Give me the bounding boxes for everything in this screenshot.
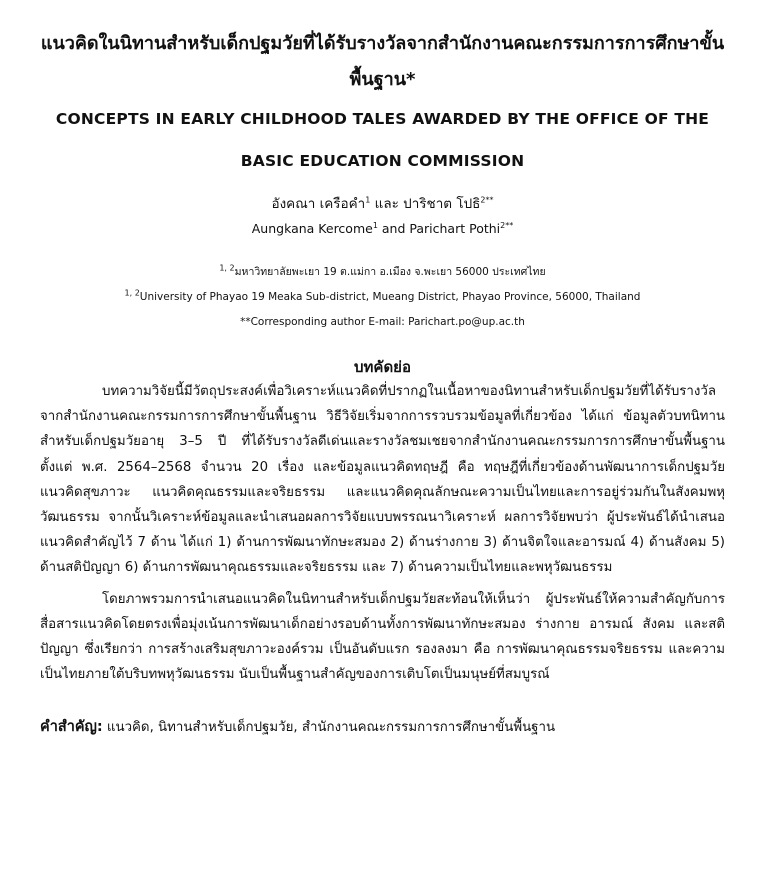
- authors-thai: [40, 192, 725, 216]
- abstract-body: [40, 379, 725, 687]
- keywords: [40, 715, 725, 740]
- abstract-heading: บทคัดย่อ: [354, 358, 411, 376]
- affiliation-thai-text: มหาวิทยาลัยพะเยา 19 ต.แม่กา อ.เมือง จ.พะเยา 56000 ประเทศไทย: [234, 266, 546, 278]
- author-2-name-english: Parichart Pothi: [409, 221, 501, 236]
- affiliation-english: [40, 285, 725, 310]
- author-1-name-thai: อังคณา เครือคำ: [271, 196, 366, 212]
- title-english-line-1: CONCEPTS IN EARLY CHILDHOOD TALES AWARDED BY THE OFFICE OF THE: [55, 110, 710, 128]
- author-2-superscript: 2**: [480, 195, 494, 205]
- authors-english: [40, 216, 725, 242]
- title-english-line-2: BASIC EDUCATION COMMISSION: [240, 152, 525, 170]
- author-1-superscript-en: 1: [372, 220, 378, 230]
- keywords-label: คำสำคัญ:: [40, 719, 103, 736]
- affiliation-thai-superscript: 1, 2: [219, 263, 235, 273]
- author-1-superscript: 1: [365, 195, 371, 205]
- affiliation-english-superscript: 1, 2: [124, 288, 140, 298]
- title-thai: แนวคิดในนิทานสำหรับเด็กปฐมวัยที่ได้รับรางวัลจากสำนักงานคณะกรรมการการศึกษาขั้นพื้นฐาน*: [40, 33, 725, 90]
- author-conjunction-english: and: [377, 221, 410, 236]
- affiliation-thai: [40, 260, 725, 285]
- abstract-paragraph-2: โดยภาพรวมการนำเสนอแนวคิดในนิทานสำหรับเด็กปฐมวัยสะท้อนให้เห็นว่า ผู้ประพันธ์ให้ความสำคัญกับการสื่อสารแนวคิดโดยตรงเพื่อมุ่งเน้นการพัฒนาเด็กอย่างรอบด้านทั้งการพัฒนาทักษะสมอง ร่างกาย อารมณ์ สังคม และสติปัญญา ซึ่งเรียกว่า การสร้างเสริมสุขภาวะองค์รวม เป็นอันดับแรก รองลงมา คือ การพัฒนาคุณธรรมจริยธรรม และความเป็นไทยภายใต้บริบทพหุวัฒนธรรม นับเป็นพื้นฐานสำคัญของการเติบโตเป็นมนุษย์ที่สมบูรณ์: [40, 591, 725, 683]
- abstract-paragraph-1: บทความวิจัยนี้มีวัตถุประสงค์เพื่อวิเคราะห์แนวคิดที่ปรากฏในเนื้อหาของนิทานสำหรับเด็กปฐมวัยที่ได้รับรางวัลจากสำนักงานคณะกรรมการการศึกษาขั้นพื้นฐาน วิธีวิจัยเริ่มจากการรวบรวมข้อมูลที่เกี่ยวข้อง ได้แก่ ข้อมูลตัวบทนิทานสำหรับเด็กปฐมวัยอายุ 3–5 ปี ที่ได้รับรางวัลดีเด่นและรางวัลชมเชยจากสำนักงานคณะกรรมการการศึกษาขั้นพื้นฐาน ตั้งแต่ พ.ศ. 2564–2568 จำนวน 20 เรื่อง และข้อมูลแนวคิดทฤษฎี คือ ทฤษฎีที่เกี่ยวข้องด้านพัฒนาการเด็กปฐมวัย แนวคิดสุขภาวะ แนวคิดคุณธรรมและจริยธรรม และแนวคิดคุณลักษณะความเป็นไทยและการอยู่ร่วมกันในสังคมพหุวัฒนธรรม จากนั้นวิเคราะห์ข้อมูลและนำเสนอผลการวิจัยแบบพรรณนาวิเคราะห์ ผลการวิจัยพบว่า ผู้ประพันธ์ได้นำเสนอแนวคิดสำคัญไว้ 7 ด้าน ได้แก่ 1) ด้านการพัฒนาทักษะสมอง 2) ด้านร่างกาย 3) ด้านจิตใจและอารมณ์ 4) ด้านสังคม 5) ด้านสติปัญญา 6) ด้านการพัฒนาคุณธรรมและจริยธรรม และ 7) ด้านความเป็นไทยและพหุวัฒนธรรม: [40, 384, 725, 576]
- author-conjunction-thai: และ: [370, 196, 404, 212]
- keywords-text: แนวคิด, นิทานสำหรับเด็กปฐมวัย, สำนักงานคณะกรรมการการศึกษาขั้นพื้นฐาน: [102, 720, 556, 736]
- affiliation-english-text: University of Phayao 19 Meaka Sub-district, Mueang District, Phayao Province, 56000, Thailand: [139, 291, 641, 303]
- author-2-name-thai: ปาริชาต โปธิ: [403, 196, 481, 212]
- author-2-superscript-en: 2**: [500, 220, 514, 230]
- corresponding-author: **Corresponding author E-mail: Parichart.po@up.ac.th: [240, 316, 525, 328]
- author-1-name-english: Aungkana Kercome: [251, 221, 373, 236]
